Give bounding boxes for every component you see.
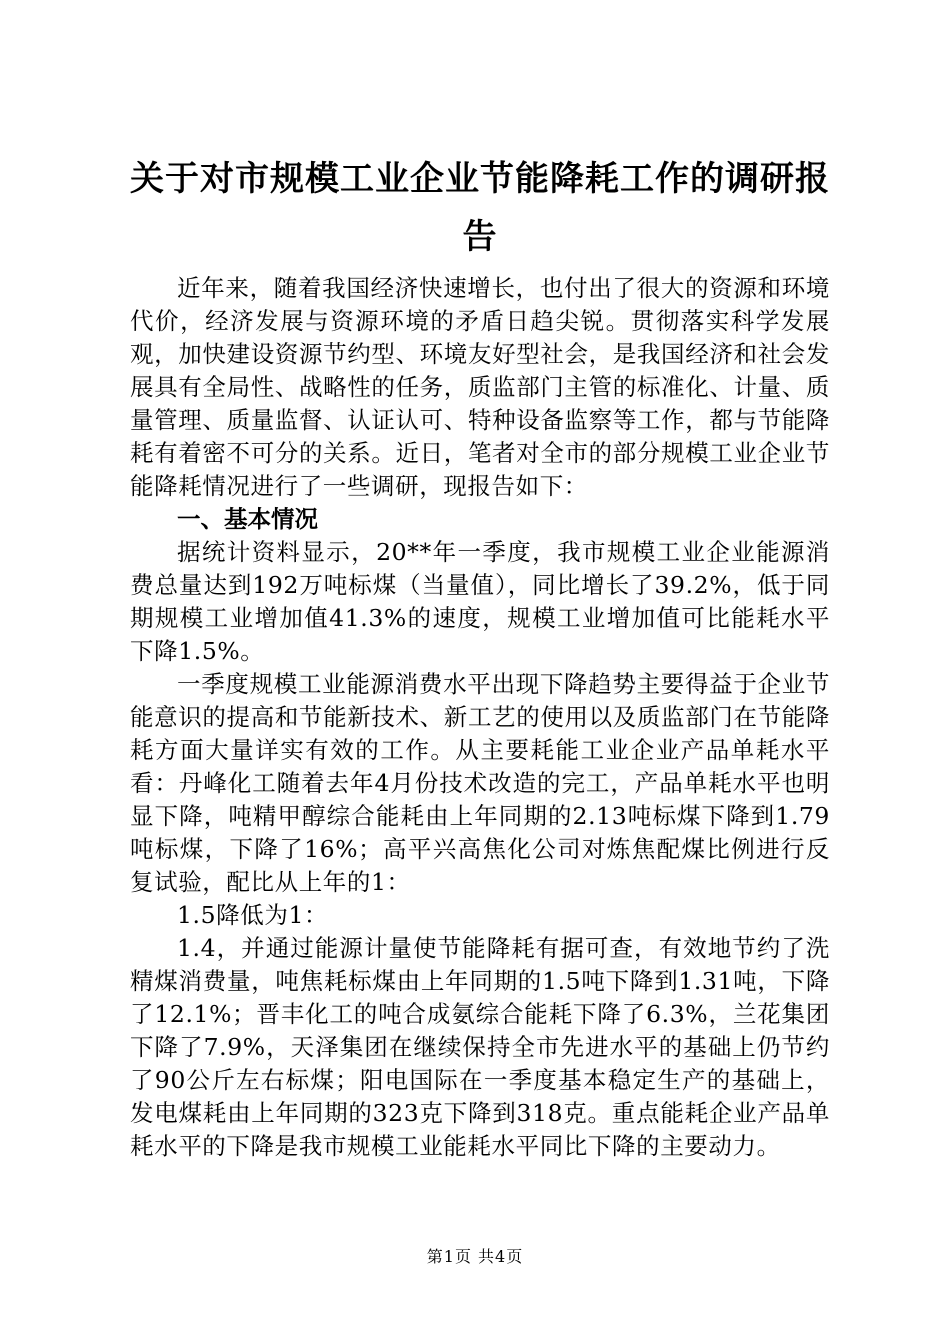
- page-number-footer: 第1页 共4页: [426, 1247, 524, 1266]
- intro-paragraph: 近年来，随着我国经济快速增长，也付出了很大的资源和环境代价，经济发展与资源环境的矛盾日趋尖锐。贯彻落实科学发展观，加快建设资源节约型、环境友好型社会，是我国经济和社会发展具有全局性、战略性的任务，质监部门主管的标准化、计量、质量管理、质量监督、认证认可、特种设备监察等工作，都与节能降耗有着密不可分的关系。近日，笔者对全市的部分规模工业企业节能降耗情况进行了一些调研，现报告如下：: [130, 274, 830, 500]
- statistics-paragraph: 据统计资料显示，20**年一季度，我市规模工业企业能源消费总量达到192万吨标煤（当量值），同比增长了39.2%，低于同期规模工业增加值41.3%的速度，规模工业增加值可比能耗水平下降1.5%。: [130, 538, 830, 665]
- details-paragraph: 1.4，并通过能源计量使节能降耗有据可查，有效地节约了洗精煤消费量，吨焦耗标煤由上年同期的1.5吨下降到1.31吨，下降了12.1%；晋丰化工的吨合成氨综合能耗下降了6.3%，兰花集团下降了7.9%，天泽集团在继续保持全市先进水平的基础上仍节约了90公斤左右标煤；阳电国际在一季度基本稳定生产的基础上，发电煤耗由上年同期的323克下降到318克。重点能耗企业产品单耗水平的下降是我市规模工业能耗水平同比下降的主要动力。: [130, 934, 830, 1160]
- analysis-paragraph: 一季度规模工业能源消费水平出现下降趋势主要得益于企业节能意识的提高和节能新技术、新工艺的使用以及质监部门在节能降耗方面大量详实有效的工作。从主要耗能工业企业产品单耗水平看：丹峰化工随着去年4月份技术改造的完工，产品单耗水平也明显下降，吨精甲醇综合能耗由上年同期的2.13吨标煤下降到1.79吨标煤，下降了16%；高平兴高焦化公司对炼焦配煤比例进行反复试验，配比从上年的1：: [130, 670, 830, 896]
- document-title: 关于对市规模工业企业节能降耗工作的调研报告: [130, 159, 830, 257]
- section-heading-basic-situation: 一、基本情况: [177, 505, 318, 533]
- document-page: [130, 150, 830, 1163]
- ratio-paragraph: 1.5降低为1：: [177, 901, 329, 929]
